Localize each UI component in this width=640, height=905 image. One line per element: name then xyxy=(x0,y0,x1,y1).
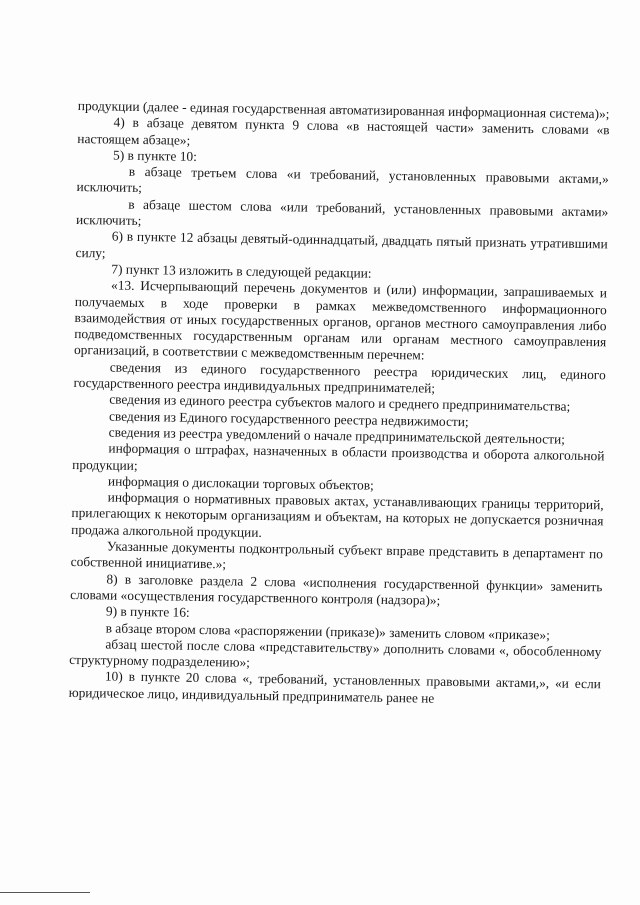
paragraph: 6) в пункте 12 абзацы девятый-одиннадцатый, двадцать пятый признать утратившими силу; xyxy=(75,228,608,261)
paragraph: в абзаце третьем слова «и требований, установленных правовыми актами,» исключить; xyxy=(76,163,609,196)
paragraph: 7) пункт 13 изложить в следующей редакции: xyxy=(111,261,372,281)
paragraph: «13. Исчерпывающий перечень документов и (или) информации, запрашиваемых и получаемых в ходе проверки в рамках межведомственного информационного взаимодействия от иных государственных органов, органов местного самоуправления либо подведомственных государственным органам или органам местного самоуправления организаций, в соответствии с межведомственным перечнем: xyxy=(73,277,608,363)
paragraph: Указанные документы подконтрольный субъект вправе представить в департамент по собственной инициативе.»; xyxy=(70,538,604,572)
footer-divider xyxy=(0,892,90,893)
paragraph: 4) в абзаце девятом пункта 9 слова «в настоящей части» заменить словами «в настоящем абзаце»; xyxy=(77,114,610,148)
document-body xyxy=(69,98,610,709)
paragraph: 8) в заголовке раздела 2 слова «исполнения государственной функции» заменить словами «осуществления государственного контроля (надзора)»; xyxy=(70,571,603,608)
paragraph: продукции (далее - единая государственная автоматизированная информационная система)»; xyxy=(77,98,610,122)
paragraph: абзац шестой после слова «представительству» дополнить словами «, обособленному структурному подразделению»; xyxy=(69,636,602,670)
paragraph: сведения из реестра уведомлений о начале предпринимательской деятельности; xyxy=(108,424,566,447)
paragraph: сведения из единого реестра субъектов малого и среднего предпринимательства; xyxy=(109,391,571,415)
paragraph: информация о нормативных правовых актах, устанавливающих границы территорий, прилегающих к некоторым организациям и объектам, на которых не допускается розничная продажа алкогольной продукции. xyxy=(71,489,604,540)
paragraph: информация о штрафах, назначенных в области производства и оборота алкогольной продукции; xyxy=(72,440,605,473)
paragraph: 10) в пункте 20 слова «, требований, установленных правовыми актами,», «и если юридическое лицо, индивидуальный предприниматель ранее не xyxy=(68,668,601,706)
paragraph: 5) в пункте 10: xyxy=(112,147,198,164)
paragraph: сведения из Единого государственного реестра недвижимости; xyxy=(108,408,469,429)
paragraph: информация о дислокации торговых объектов; xyxy=(107,473,374,493)
paragraph: сведения из единого государственного реестра юридических лиц, единого государственного реестра индивидуальных предпринимателей; xyxy=(73,359,606,396)
paragraph: 9) в пункте 16: xyxy=(105,603,190,621)
paragraph: в абзаце шестом слова «или требований, установленных правовыми актами» исключить; xyxy=(75,196,609,229)
paragraph: в абзаце втором слова «распоряжении (приказе)» заменить словом «приказе»; xyxy=(105,620,550,642)
